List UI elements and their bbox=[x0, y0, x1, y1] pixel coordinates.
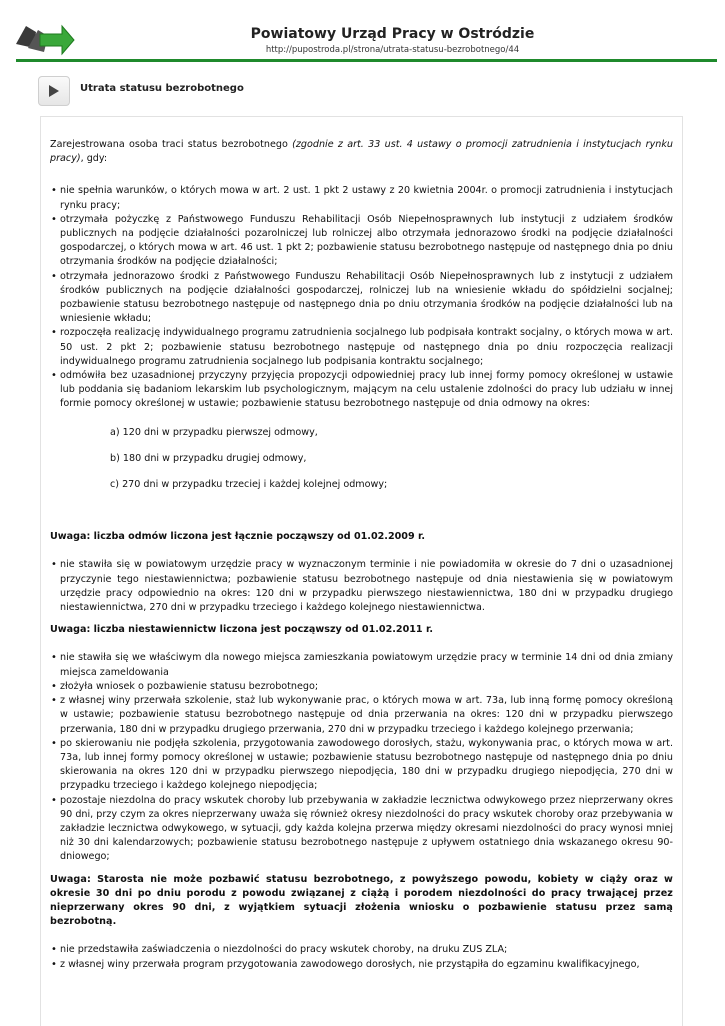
sub-item: c) 270 dni w przypadku trzeciej i każdej kolejnej odmowy; bbox=[110, 479, 388, 491]
intro-text: Zarejestrowana osoba traci status bezrobotnego bbox=[50, 139, 293, 150]
sub-item: a) 120 dni w przypadku pierwszej odmowy, bbox=[110, 426, 318, 438]
list-item: • nie stawiła się we właściwym dla nowego miejsca zamieszkania powiatowym urzędzie pracy w terminie 14 dni od dnia zmiany miejsca zameldowania bbox=[60, 651, 673, 679]
play-arrow-icon bbox=[48, 84, 60, 98]
list-item: • złożyła wniosek o pozbawienie statusu bezrobotnego; bbox=[60, 680, 673, 694]
list-item: • po skierowaniu nie podjęła szkolenia, przygotowania zawodowego dorosłych, stażu, wykonywania prac, o których mowa w art. 73a, lub innej formy pomocy określonej w ustawie; pozbawienie statusu bezrobotnego następuje od następnego dnia po dniu skierowania na okres 120 dni w przypadku pierwszego niepodjęcia, 180 dni w przypadku drugiego niepodjęcia, 270 dni w przypadku trzeciego i każdego kolejnego niepodjęcia; bbox=[60, 737, 673, 794]
site-url[interactable]: http://pupostroda.pl/strona/utrata-statusu-bezrobotnego/44 bbox=[265, 45, 520, 55]
note-absences: Uwaga: liczba niestawiennictw liczona jest począwszy od 01.02.2011 r. bbox=[50, 624, 433, 636]
note-refusals: Uwaga: liczba odmów liczona jest łącznie począwszy od 01.02.2009 r. bbox=[50, 531, 425, 543]
intro-end: , gdy: bbox=[80, 153, 108, 165]
reasons-list-3 bbox=[50, 651, 673, 864]
back-arrow-button[interactable] bbox=[38, 76, 70, 106]
reasons-list-4 bbox=[50, 943, 673, 971]
list-item: • pozostaje niezdolna do pracy wskutek choroby lub przebywania w zakładzie lecznictwa odwykowego przez nieprzerwany okres 90 dni, przy czym za okres nieprzerwany uważa się również okresy niezdolności do pracy wskutek choroby oraz przebywania w zakładzie lecznictwa odwykowego, w sytuacji, gdy każda kolejna przerwa między okresami niezdolności do pracy wynosi mniej niż 30 dni kalendarzowych; pozbawienie statusu bezrobotnego następuje z upływem ostatniego dnia wskazanego okresu 90-dniowego; bbox=[60, 794, 673, 865]
reasons-list-2 bbox=[50, 558, 673, 615]
reasons-list-1 bbox=[50, 184, 673, 411]
note-pregnancy: Uwaga: Starosta nie może pozbawić statusu bezrobotnego, z powyższego powodu, kobiety w ciąży oraz w okresie 30 dni po dniu porodu z powodu związanej z ciążą i porodem niezdolności do pracy trwającej przez nieprzerwany okres 90 dni, z wyjątkiem sytuacji złożenia wniosku o pozbawienie statusu przez samą bezrobotną. bbox=[50, 873, 673, 928]
list-item: • otrzymała pożyczkę z Państwowego Funduszu Rehabilitacji Osób Niepełnosprawnych lub instytucji z udziałem środków publicznych na podjęcie działalności pozarolniczej lub rolniczej albo otrzymała jednorazowo środki na podjęcie działalności gospodarczej, o których mowa w art. 46 ust. 1 pkt 2; pozbawienie statusu bezrobotnego następuje od następnego dnia po dniu otrzymania środków na podjęcie działalności; bbox=[60, 213, 673, 270]
site-title: Powiatowy Urząd Pracy w Ostródzie bbox=[250, 26, 535, 42]
list-item: • nie spełnia warunków, o których mowa w art. 2 ust. 1 pkt 2 ustawy z 20 kwietnia 2004r. o promocji zatrudnienia i instytucjach rynku pracy; bbox=[60, 184, 673, 212]
list-item: • z własnej winy przerwała szkolenie, staż lub wykonywanie prac, o których mowa w art. 73a, lub inną formę pomocy określoną w ustawie; pozbawienie statusu bezrobotnego następuje od dnia przerwania na okres: 120 dni w przypadku pierwszego przerwania, 180 dni w przypadku drugiego przerwania, 270 dni w przypadku trzeciego i każdego kolejnego przerwania; bbox=[60, 694, 673, 737]
list-item: • otrzymała jednorazowo środki z Państwowego Funduszu Rehabilitacji Osób Niepełnosprawnych lub z instytucji z udziałem środków publicznych na podjęcie działalności gospodarczej, rolniczej lub na wniesienie wkładu do spółdzielni socjalnej; pozbawienie statusu bezrobotnego następuje od następnego dnia po dniu otrzymania środków na podjęcie działalności lub na wniesienie wkładu; bbox=[60, 270, 673, 327]
page-heading bbox=[38, 76, 705, 106]
intro-paragraph bbox=[50, 138, 673, 166]
page-title: Utrata statusu bezrobotnego bbox=[80, 83, 244, 94]
intro-legal-reference: (zgodnie z art. 33 ust. 4 ustawy o promocji zatrudnienia i instytucjach rynku pracy) bbox=[50, 139, 673, 165]
site-header bbox=[0, 0, 725, 62]
sub-item: b) 180 dni w przypadku drugiej odmowy, bbox=[110, 452, 307, 464]
list-item: • nie stawiła się w powiatowym urzędzie pracy w wyznaczonym terminie i nie powiadomiła w okresie do 7 dni o uzasadnionej przyczynie tego niestawiennictwa; pozbawienie statusu bezrobotnego następuje od dnia niestawienia się w powiatowym urzędzie pracy odpowiednio na okres: 120 dni w przypadku pierwszego niestawiennictwa, 180 dni w przypadku drugiego niestawiennictwa, 270 dni w przypadku trzeciego i każdego kolejnego niestawiennictwa. bbox=[60, 558, 673, 615]
list-item: • odmówiła bez uzasadnionej przyczyny przyjęcia propozycji odpowiedniej pracy lub innej formy pomocy określonej w ustawie lub poddania się badaniom lekarskim lub psychologicznym, mającym na celu ustalenie zdolności do pracy lub udziału w innej formie pomocy określonej w ustawie; pozbawienie statusu bezrobotnego następuje od dnia odmowy na okres: bbox=[60, 369, 673, 412]
list-item: • z własnej winy przerwała program przygotowania zawodowego dorosłych, nie przystąpiła do egzaminu kwalifikacyjnego, bbox=[60, 958, 673, 972]
list-item: • nie przedstawiła zaświadczenia o niezdolności do pracy wskutek choroby, na druku ZUS ZLA; bbox=[60, 943, 673, 957]
header-divider bbox=[16, 59, 717, 62]
list-item: • rozpoczęła realizację indywidualnego programu zatrudnienia socjalnego lub podpisała kontrakt socjalny, o których mowa w art. 50 ust. 2 pkt 2; pozbawienie statusu bezrobotnego następuje od następnego dnia po dniu rozpoczęcia realizacji indywidualnego programu zatrudnienia socjalnego lub podpisania kontraktu socjalnego; bbox=[60, 326, 673, 369]
article-content bbox=[40, 116, 683, 1026]
